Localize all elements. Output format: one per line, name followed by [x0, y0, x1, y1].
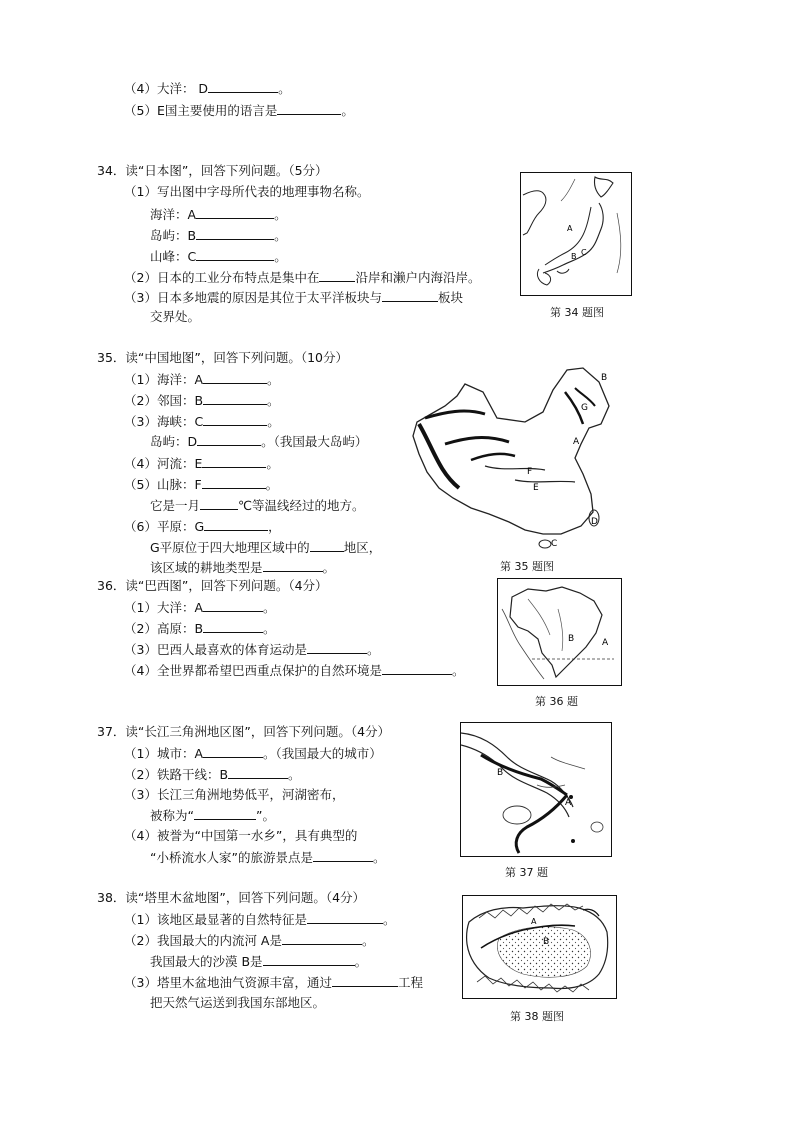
delta-label-b: B — [497, 768, 504, 778]
q35-line9: G平原位于四大地理区域中的 地区， — [150, 540, 382, 555]
answer-blank[interactable] — [282, 932, 362, 945]
q38-title: 38．读“塔里木盆地图”，回答下列问题。（4分） — [97, 890, 366, 905]
q38-line5: 把天然气运送到我国东部地区。 — [150, 995, 326, 1010]
q36-line3: （3）巴西人最喜欢的体育运动是 。 — [124, 642, 380, 657]
q34-line4: 山峰：C 。 — [150, 249, 287, 264]
china-map — [405, 362, 635, 557]
q36-caption: 第 36 题 — [535, 695, 578, 708]
q34-line3: 岛屿：B 。 — [150, 228, 287, 243]
answer-blank[interactable] — [196, 248, 274, 261]
q35-line1: （1）海洋：A 。 — [124, 372, 280, 387]
japan-label-a: A — [567, 224, 573, 233]
q34-line1: （1）写出图中字母所代表的地理事物名称。 — [124, 184, 370, 199]
q38-caption: 第 38 题图 — [510, 1010, 564, 1023]
answer-blank[interactable] — [382, 289, 438, 302]
answer-blank[interactable] — [194, 807, 256, 820]
answer-blank[interactable] — [203, 620, 263, 633]
china-label-c: C — [551, 539, 558, 549]
china-label-f: F — [527, 467, 533, 477]
answer-blank[interactable] — [200, 497, 238, 510]
answer-blank[interactable] — [263, 953, 355, 966]
brazil-label-b: B — [568, 634, 575, 644]
yangtze-delta-map — [460, 722, 612, 857]
q34-line6: （3）日本多地震的原因是其位于太平洋板块与 板块 — [124, 290, 463, 305]
q36-line1: （1）大洋：A 。 — [124, 600, 276, 615]
china-map-drawing — [405, 362, 635, 557]
q36-title: 36．读“巴西图”，回答下列问题。（4分） — [97, 578, 328, 593]
q37-line6: “小桥流水人家”的旅游景点是 。 — [150, 850, 386, 865]
answer-blank[interactable] — [310, 539, 344, 552]
china-label-b: B — [601, 373, 608, 383]
china-label-a: A — [573, 437, 580, 447]
answer-blank[interactable] — [197, 433, 261, 446]
q36-line4: （4）全世界都希望巴西重点保护的自然环境是 。 — [124, 663, 465, 678]
q38-line3: 我国最大的沙漠 B是 。 — [150, 954, 368, 969]
answer-blank[interactable] — [263, 559, 323, 572]
tarim-basin-map — [462, 895, 617, 999]
brazil-map-drawing — [498, 579, 620, 684]
answer-blank[interactable] — [307, 911, 383, 924]
q35-line3: （3）海峡：C 。 — [124, 414, 280, 429]
q35-line5: （4）河流：E 。 — [124, 456, 279, 471]
q34-line2: 海洋：A 。 — [150, 207, 287, 222]
q33-item5: （5）E国主要使用的语言是 。 — [124, 103, 354, 118]
q35-title: 35．读“中国地图”，回答下列问题。（10分） — [97, 350, 349, 365]
answer-blank[interactable] — [203, 392, 267, 405]
q38-line1: （1）该地区最显著的自然特征是 。 — [124, 912, 396, 927]
tarim-basin-map-drawing — [463, 896, 615, 997]
q33-item4: （4）大洋： D 。 — [124, 81, 291, 96]
japan-label-b: B — [571, 252, 577, 261]
q37-caption: 第 37 题 — [505, 866, 548, 879]
answer-blank[interactable] — [202, 455, 266, 468]
japan-map — [520, 172, 632, 296]
answer-blank[interactable] — [382, 662, 452, 675]
q35-line2: （2）邻国：B 。 — [124, 393, 280, 408]
brazil-map — [497, 578, 622, 686]
japan-map-drawing — [521, 173, 631, 295]
delta-label-a: A — [565, 798, 572, 808]
q38-line2: （2）我国最大的内流河 A是 。 — [124, 933, 375, 948]
answer-blank[interactable] — [203, 599, 263, 612]
answer-blank[interactable] — [203, 371, 267, 384]
china-label-d: D — [591, 517, 598, 527]
answer-blank[interactable] — [196, 206, 274, 219]
answer-blank[interactable] — [277, 102, 341, 115]
china-label-e: E — [533, 483, 539, 493]
q37-line3: （3）长江三角洲地势低平，河湖密布， — [124, 787, 345, 802]
q35-line7: 它是一月 ℃等温线经过的地方。 — [150, 498, 365, 513]
answer-blank[interactable] — [204, 518, 268, 531]
answer-blank[interactable] — [202, 476, 266, 489]
q35-line10: 该区域的耕地类型是 。 — [150, 560, 336, 575]
q35-caption: 第 35 题图 — [500, 560, 554, 573]
q37-line5: （4）被誉为“中国第一水乡”，具有典型的 — [124, 828, 358, 843]
q34-line7: 交界处。 — [150, 309, 201, 324]
q37-title: 37．读“长江三角洲地区图”，回答下列问题。（4分） — [97, 724, 391, 739]
q36-line2: （2）高原：B 。 — [124, 621, 276, 636]
answer-blank[interactable] — [319, 269, 355, 282]
answer-blank[interactable] — [307, 641, 367, 654]
japan-label-c: C — [581, 248, 587, 257]
q38-line4: （3）塔里木盆地油气资源丰富，通过 工程 — [124, 975, 423, 990]
answer-blank[interactable] — [203, 745, 263, 758]
tarim-label-a: A — [531, 917, 537, 926]
answer-blank[interactable] — [228, 766, 288, 779]
answer-blank[interactable] — [313, 849, 373, 862]
yangtze-delta-map-drawing — [461, 723, 610, 855]
brazil-label-a: A — [602, 638, 609, 648]
q34-line5: （2）日本的工业分布特点是集中在 沿岸和濑户内海沿岸。 — [124, 270, 481, 285]
q35-line6: （5）山脉：F 。 — [124, 477, 279, 492]
q34-title: 34．读“日本图”，回答下列问题。（5分） — [97, 163, 328, 178]
tarim-label-b: B — [543, 937, 550, 947]
answer-blank[interactable] — [203, 413, 267, 426]
answer-blank[interactable] — [196, 227, 274, 240]
q34-caption: 第 34 题图 — [550, 306, 604, 319]
q35-line8: （6）平原：G ， — [124, 519, 281, 534]
q37-line4: 被称为“ ”。 — [150, 808, 275, 823]
q37-line1: （1）城市：A 。（我国最大的城市） — [124, 746, 382, 761]
q37-line2: （2）铁路干线：B 。 — [124, 767, 301, 782]
q35-line4: 岛屿：D 。（我国最大岛屿） — [150, 434, 368, 449]
answer-blank[interactable] — [332, 974, 398, 987]
china-label-g: G — [581, 403, 588, 413]
answer-blank[interactable] — [208, 80, 278, 93]
